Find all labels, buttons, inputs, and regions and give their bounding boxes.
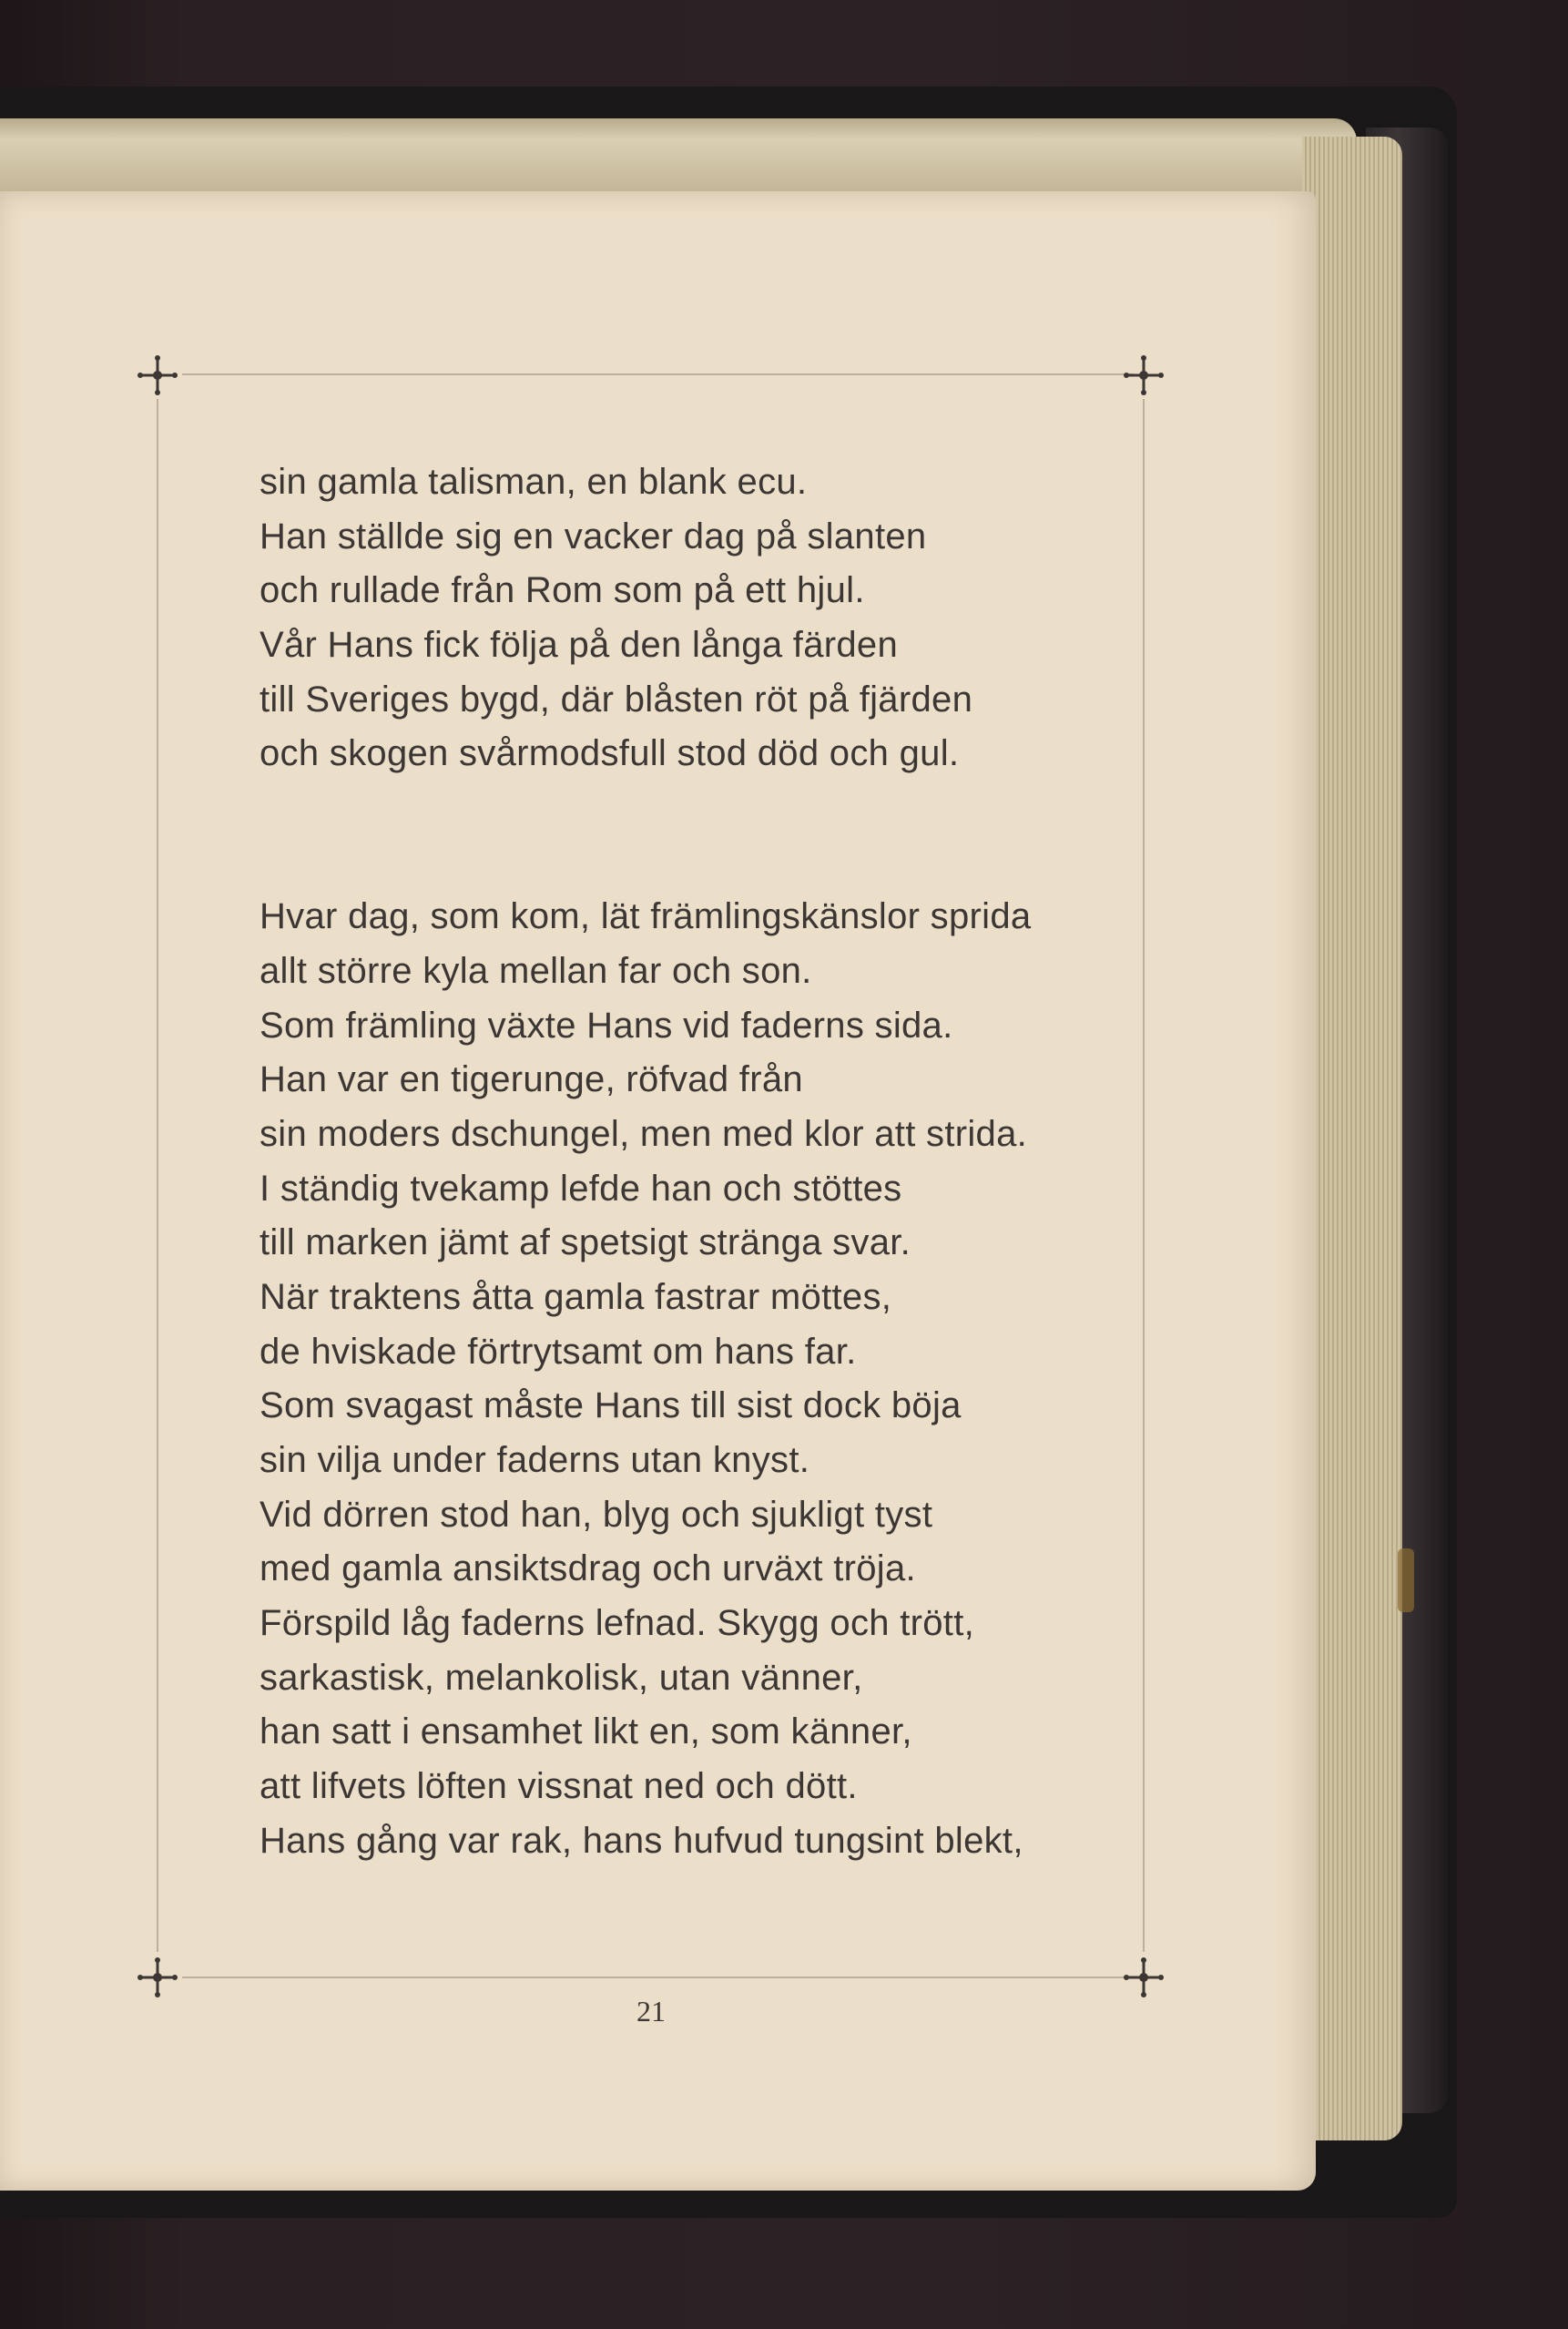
frame-bottom-line [182, 1977, 1134, 1978]
poem-line: sin gamla talisman, en blank ecu. [260, 462, 808, 502]
poem-line: de hviskade förtrytsamt om hans far. [260, 1331, 857, 1372]
poem-line: med gamla ansiktsdrag och urväxt tröja. [260, 1548, 916, 1589]
page-block-side-edge [1302, 137, 1402, 2140]
poem-line: att lifvets löften vissnat ned och dött. [260, 1766, 858, 1807]
stanza [260, 455, 1170, 781]
poem-line: och skogen svårmodsfull stod död och gul. [260, 733, 960, 774]
frame-left-line [157, 399, 158, 1952]
poem-line: och rullade från Rom som på ett hjul. [260, 570, 865, 611]
poem-line: Som svagast måste Hans till sist dock böja [260, 1385, 962, 1426]
cross-ornament-icon [130, 348, 185, 403]
cross-ornament-icon [1116, 1950, 1171, 2005]
poem-line: Hans gång var rak, hans hufvud tungsint blekt, [260, 1820, 1023, 1861]
poem-line: sarkastisk, melankolisk, utan vänner, [260, 1657, 863, 1698]
poem-line: Som främling växte Hans vid faderns sida. [260, 1005, 953, 1046]
poem-line: När traktens åtta gamla fastrar möttes, [260, 1276, 892, 1317]
frame-top-line [182, 373, 1134, 375]
page-number: 21 [636, 1995, 666, 2028]
poem-line: sin moders dschungel, men med klor att strida. [260, 1113, 1028, 1154]
poem-line: till Sveriges bygd, där blåsten röt på fjärden [260, 679, 973, 720]
poem-line: Förspild låg faderns lefnad. Skygg och trött, [260, 1603, 975, 1644]
poem-line: till marken jämt af spetsigt stränga svar. [260, 1222, 911, 1263]
cover-stain [1398, 1548, 1414, 1612]
poem-line: Han ställde sig en vacker dag på slanten [260, 516, 927, 557]
poem-line: Han var en tigerunge, röfvad från [260, 1059, 803, 1100]
poem-text [260, 455, 1170, 1869]
poem-line: I ständig tvekamp lefde han och stöttes [260, 1168, 902, 1209]
poem-line: sin vilja under faderns utan knyst. [260, 1440, 810, 1480]
poem-line: allt större kyla mellan far och son. [260, 950, 812, 991]
poem-line: han satt i ensamhet likt en, som känner, [260, 1711, 912, 1752]
stanza [260, 890, 1170, 1868]
cross-ornament-icon [1116, 348, 1171, 403]
poem-line: Hvar dag, som kom, lät främlingskänslor sprida [260, 896, 1032, 937]
cross-ornament-icon [130, 1950, 185, 2005]
stanza-gap [260, 781, 1170, 890]
poem-line: Vår Hans fick följa på den långa färden [260, 625, 899, 666]
poem-line: Vid dörren stod han, blyg och sjukligt tyst [260, 1494, 933, 1535]
